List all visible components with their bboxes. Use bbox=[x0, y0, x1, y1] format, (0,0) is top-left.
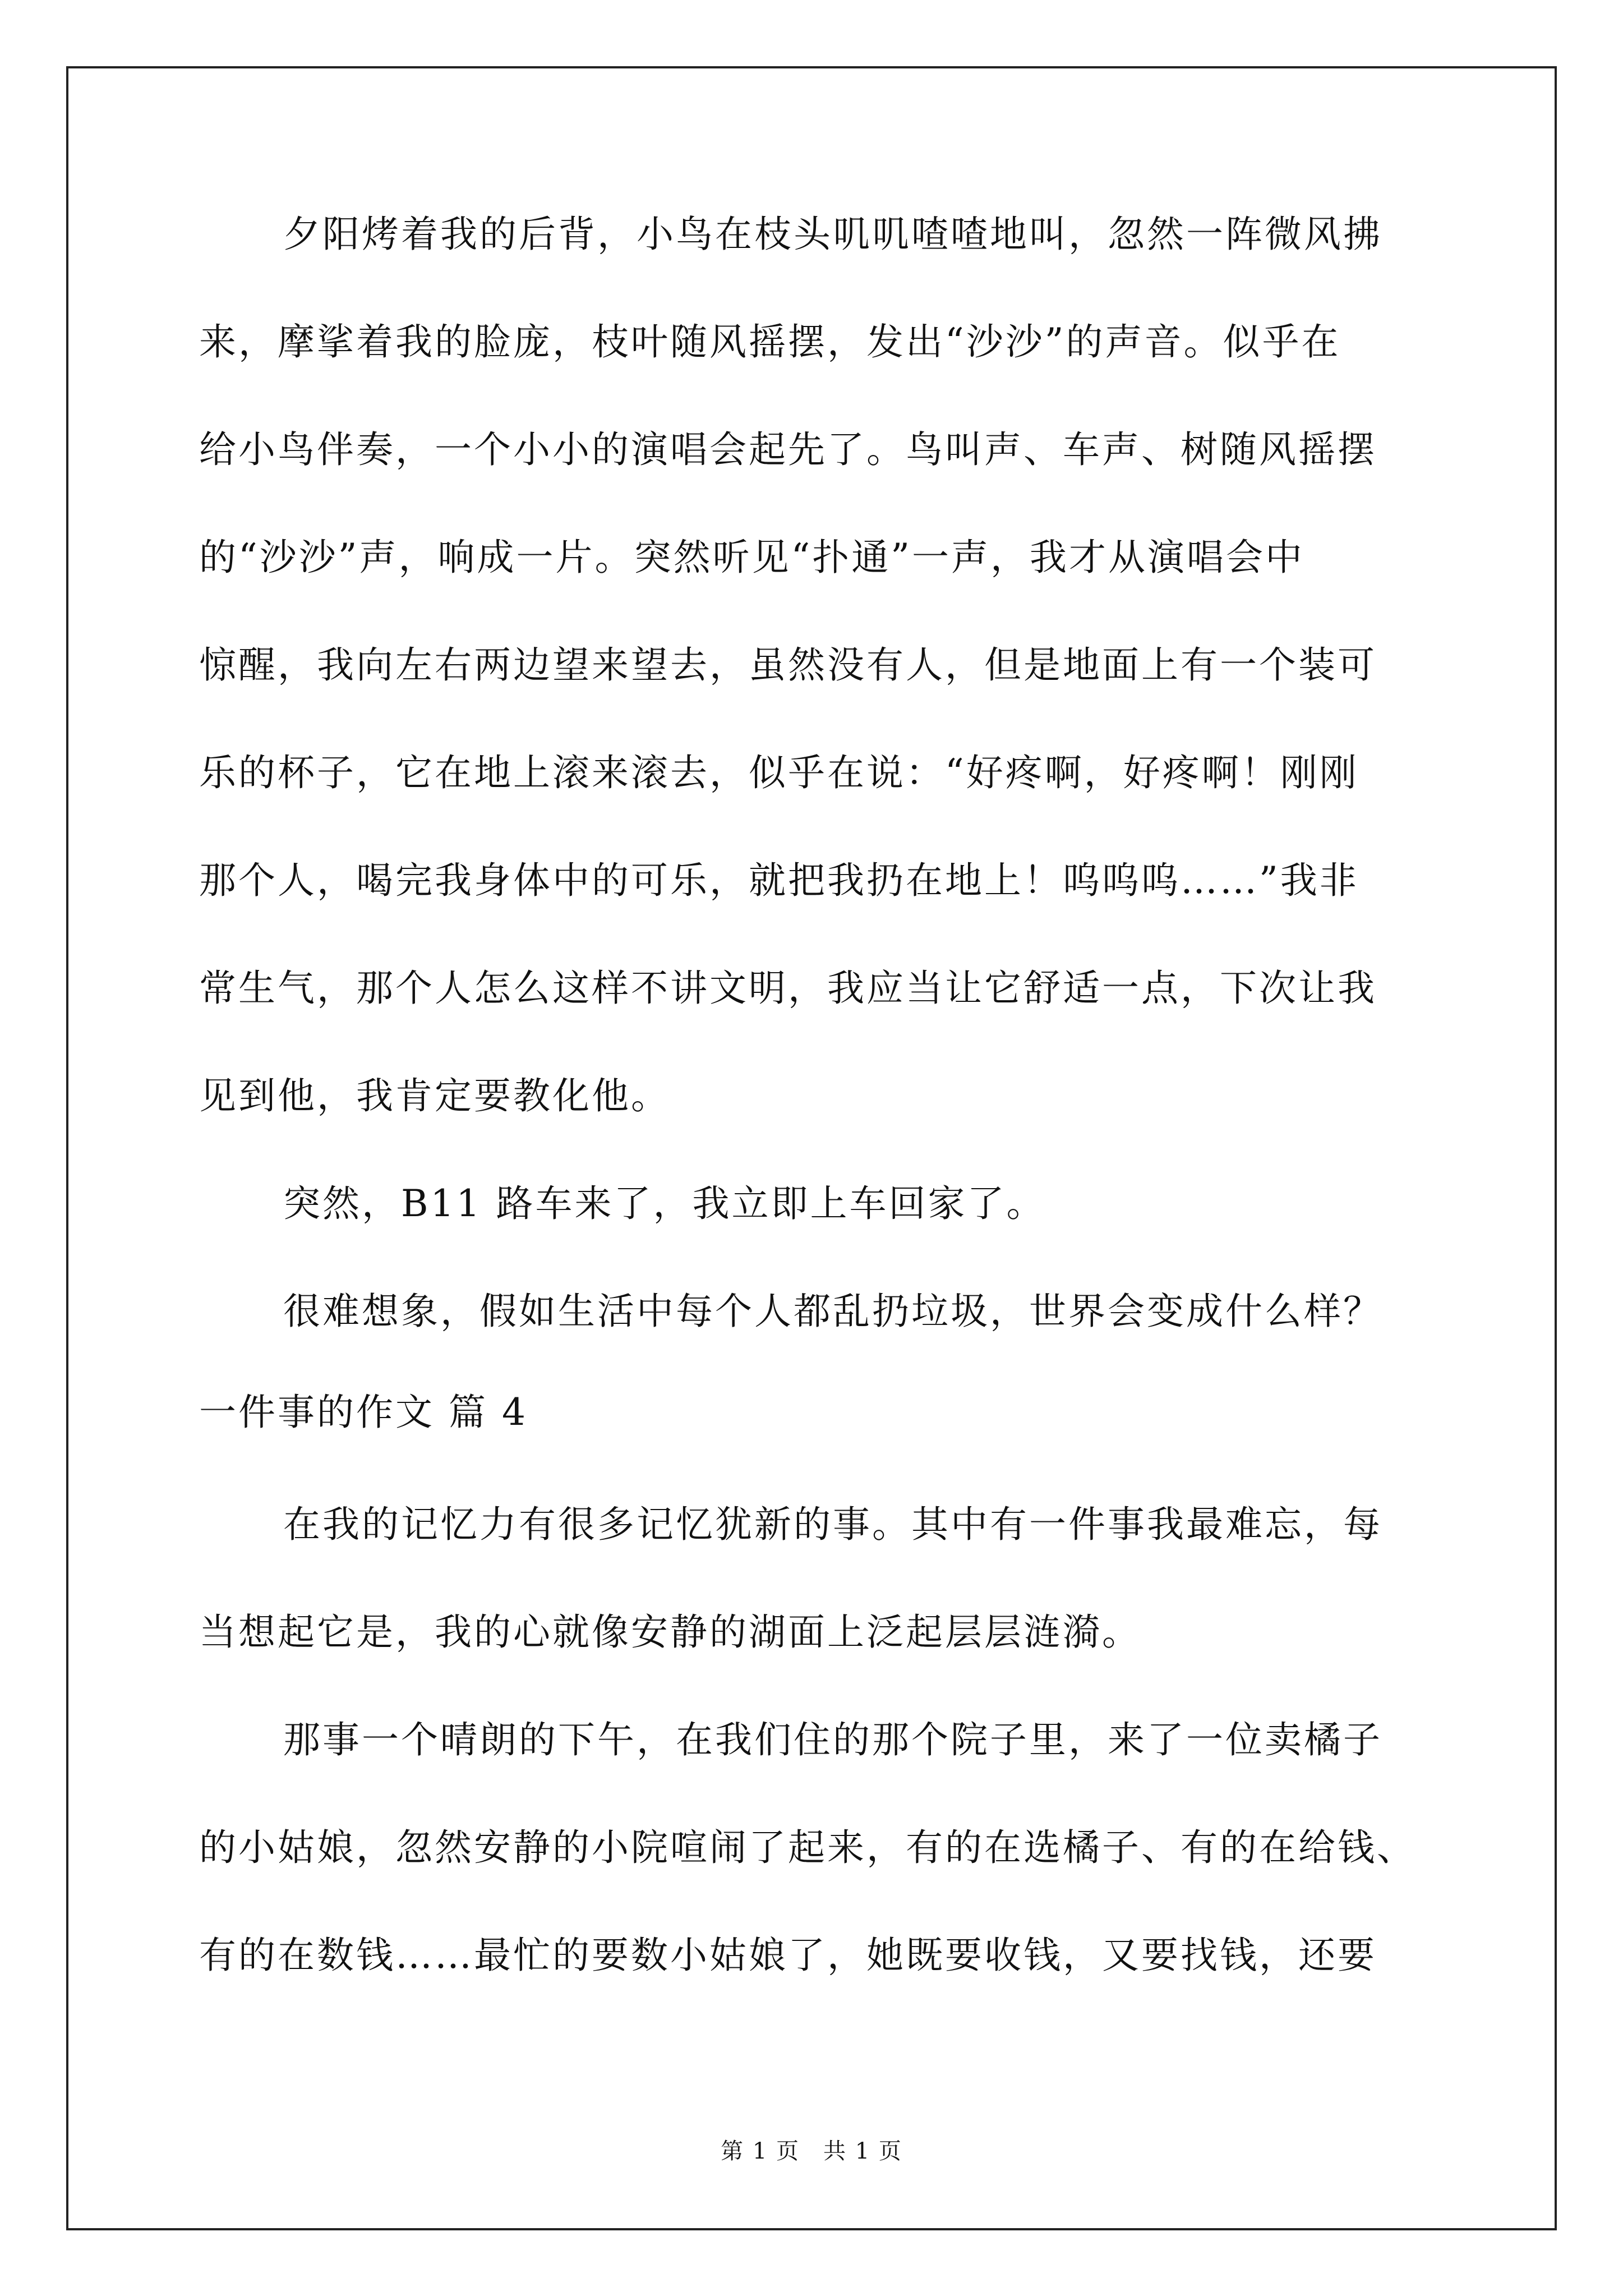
text-line: 那个人，喝完我身体中的可乐，就把我扔在地上！呜呜呜……”我非 bbox=[199, 859, 1359, 902]
text-line: 乐的杯子，它在地上滚来滚去，似乎在说：“好疼啊，好疼啊！刚刚 bbox=[199, 751, 1359, 794]
text-line: 夕阳烤着我的后背，小鸟在枝头叽叽喳喳地叫，忽然一阵微风拂 bbox=[283, 213, 1382, 256]
text-line: 给小鸟伴奏，一个小小的演唱会起先了。鸟叫声、车声、树随风摇摆 bbox=[199, 428, 1377, 471]
page-number-footer: 第 1 页 共 1 页 bbox=[721, 2138, 902, 2164]
text-line: 当想起它是，我的心就像安静的湖面上泛起层层涟漪。 bbox=[199, 1611, 1141, 1654]
text-line: 在我的记忆力有很多记忆犹新的事。其中有一件事我最难忘，每 bbox=[283, 1503, 1382, 1546]
text-line: 见到他，我肯定要教化他。 bbox=[199, 1074, 670, 1117]
text-line: 的“沙沙”声，响成一片。突然听见“扑通”一声，我才从演唱会中 bbox=[199, 536, 1304, 579]
text-line: 惊醒，我向左右两边望来望去，虽然没有人，但是地面上有一个装可 bbox=[199, 643, 1377, 687]
page-frame bbox=[66, 66, 1557, 2230]
text-line: 很难想象，假如生活中每个人都乱扔垃圾，世界会变成什么样？ bbox=[283, 1290, 1382, 1333]
text-line: 来，摩挲着我的脸庞，枝叶随风摇摆，发出“沙沙”的声音。似乎在 bbox=[199, 320, 1341, 364]
text-line: 常生气，那个人怎么这样不讲文明，我应当让它舒适一点，下次让我 bbox=[199, 967, 1377, 1010]
text-line: 突然，B11 路车来了，我立即上车回家了。 bbox=[283, 1182, 1046, 1225]
text-line: 有的在数钱……最忙的要数小姑娘了，她既要收钱，又要找钱，还要 bbox=[199, 1934, 1377, 1977]
text-line: 的小姑娘，忽然安静的小院喧闹了起来，有的在选橘子、有的在给钱、 bbox=[199, 1826, 1416, 1869]
text-line: 那事一个晴朗的下午，在我们住的那个院子里，来了一位卖橘子 bbox=[283, 1718, 1382, 1761]
section-heading: 一件事的作文 篇 4 bbox=[199, 1391, 528, 1434]
